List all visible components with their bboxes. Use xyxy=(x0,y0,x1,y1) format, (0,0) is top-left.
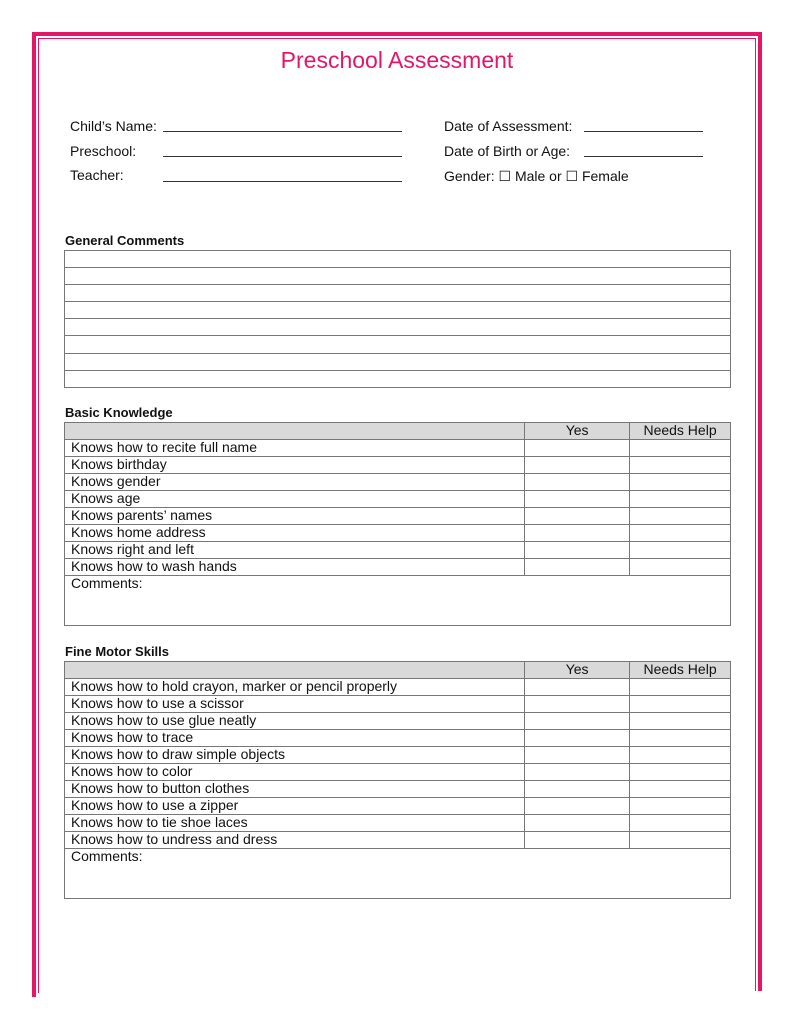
gender-label: Gender: xyxy=(444,168,495,184)
male-label: Male or xyxy=(514,168,562,184)
skill-label: Knows gender xyxy=(65,474,525,491)
comments-cell[interactable]: Comments: xyxy=(65,849,731,899)
table-row xyxy=(65,781,731,798)
date-assessment-field[interactable] xyxy=(584,131,703,132)
table-row xyxy=(65,832,731,849)
female-label: Female xyxy=(581,168,629,184)
childs-name-label: Child’s Name: xyxy=(70,118,157,134)
table-row xyxy=(65,713,731,730)
page-title: Preschool Assessment xyxy=(280,47,514,73)
yes-cell[interactable] xyxy=(525,832,630,849)
needs-help-cell[interactable] xyxy=(630,764,731,781)
needs-help-cell[interactable] xyxy=(630,781,731,798)
needs-help-cell[interactable] xyxy=(630,730,731,747)
needs-help-cell[interactable] xyxy=(630,542,731,559)
skill-label: Knows how to use glue neatly xyxy=(65,713,525,730)
col-needs-help: Needs Help xyxy=(630,423,731,440)
yes-cell[interactable] xyxy=(525,508,630,525)
teacher-field[interactable] xyxy=(163,181,402,182)
skill-label: Knows birthday xyxy=(65,457,525,474)
comments-cell[interactable]: Comments: xyxy=(65,576,731,626)
yes-cell[interactable] xyxy=(525,491,630,508)
yes-cell[interactable] xyxy=(525,474,630,491)
yes-cell[interactable] xyxy=(525,679,630,696)
yes-cell[interactable] xyxy=(525,440,630,457)
col-needs-help: Needs Help xyxy=(630,662,731,679)
table-row xyxy=(65,696,731,713)
skill-label: Knows how to color xyxy=(65,764,525,781)
skill-label: Knows how to wash hands xyxy=(65,559,525,576)
dob-label: Date of Birth or Age: xyxy=(444,143,571,159)
female-checkbox[interactable]: ☐ xyxy=(565,168,579,184)
needs-help-cell[interactable] xyxy=(630,713,731,730)
needs-help-cell[interactable] xyxy=(630,491,731,508)
table-row xyxy=(65,542,731,559)
needs-help-cell[interactable] xyxy=(630,679,731,696)
skill-label: Knows right and left xyxy=(65,542,525,559)
skill-label: Knows how to hold crayon, marker or pencil properly xyxy=(65,679,525,696)
yes-cell[interactable] xyxy=(525,525,630,542)
skill-label: Knows age xyxy=(65,491,525,508)
needs-help-cell[interactable] xyxy=(630,832,731,849)
table-row xyxy=(65,508,731,525)
needs-help-cell[interactable] xyxy=(630,474,731,491)
yes-cell[interactable] xyxy=(525,747,630,764)
table-row xyxy=(65,491,731,508)
table-row xyxy=(65,798,731,815)
comments-row[interactable] xyxy=(65,849,731,899)
needs-help-cell[interactable] xyxy=(630,457,731,474)
table-row xyxy=(65,747,731,764)
preschool-field[interactable] xyxy=(163,156,402,157)
needs-help-cell[interactable] xyxy=(630,508,731,525)
needs-help-cell[interactable] xyxy=(630,559,731,576)
skill-label: Knows how to recite full name xyxy=(65,440,525,457)
childs-name-field[interactable] xyxy=(163,131,402,132)
table-row xyxy=(65,764,731,781)
teacher-label: Teacher: xyxy=(70,167,124,183)
skill-label: Knows how to tie shoe laces xyxy=(65,815,525,832)
skill-label: Knows how to use a zipper xyxy=(65,798,525,815)
date-assessment-label: Date of Assessment: xyxy=(444,118,573,134)
col-yes: Yes xyxy=(525,423,630,440)
needs-help-cell[interactable] xyxy=(630,815,731,832)
skill-label: Knows how to button clothes xyxy=(65,781,525,798)
needs-help-cell[interactable] xyxy=(630,798,731,815)
yes-cell[interactable] xyxy=(525,696,630,713)
table-row xyxy=(65,815,731,832)
comments-row[interactable] xyxy=(65,576,731,626)
skill-label: Knows how to trace xyxy=(65,730,525,747)
yes-cell[interactable] xyxy=(525,798,630,815)
skill-label: Knows home address xyxy=(65,525,525,542)
yes-cell[interactable] xyxy=(525,781,630,798)
yes-cell[interactable] xyxy=(525,815,630,832)
table-row xyxy=(65,559,731,576)
table-row xyxy=(65,525,731,542)
col-yes: Yes xyxy=(525,662,630,679)
yes-cell[interactable] xyxy=(525,713,630,730)
needs-help-cell[interactable] xyxy=(630,747,731,764)
fine-motor-heading: Fine Motor Skills xyxy=(65,644,170,659)
table-row xyxy=(65,730,731,747)
gender-row xyxy=(444,167,629,185)
skill-label: Knows how to use a scissor xyxy=(65,696,525,713)
general-comments-lines[interactable] xyxy=(64,250,731,388)
yes-cell[interactable] xyxy=(525,559,630,576)
general-comments-heading: General Comments xyxy=(65,233,185,248)
table-row xyxy=(65,440,731,457)
table-row xyxy=(65,474,731,491)
skill-label: Knows how to draw simple objects xyxy=(65,747,525,764)
fine-motor-table xyxy=(64,661,731,899)
male-checkbox[interactable]: ☐ xyxy=(498,168,512,184)
table-row xyxy=(65,457,731,474)
basic-knowledge-table xyxy=(64,422,731,626)
table-row xyxy=(65,679,731,696)
needs-help-cell[interactable] xyxy=(630,696,731,713)
yes-cell[interactable] xyxy=(525,730,630,747)
preschool-label: Preschool: xyxy=(70,143,137,159)
needs-help-cell[interactable] xyxy=(630,440,731,457)
skill-label: Knows how to undress and dress xyxy=(65,832,525,849)
yes-cell[interactable] xyxy=(525,457,630,474)
yes-cell[interactable] xyxy=(525,764,630,781)
basic-knowledge-heading: Basic Knowledge xyxy=(65,405,173,420)
yes-cell[interactable] xyxy=(525,542,630,559)
needs-help-cell[interactable] xyxy=(630,525,731,542)
skill-label: Knows parents’ names xyxy=(65,508,525,525)
dob-field[interactable] xyxy=(584,156,703,157)
